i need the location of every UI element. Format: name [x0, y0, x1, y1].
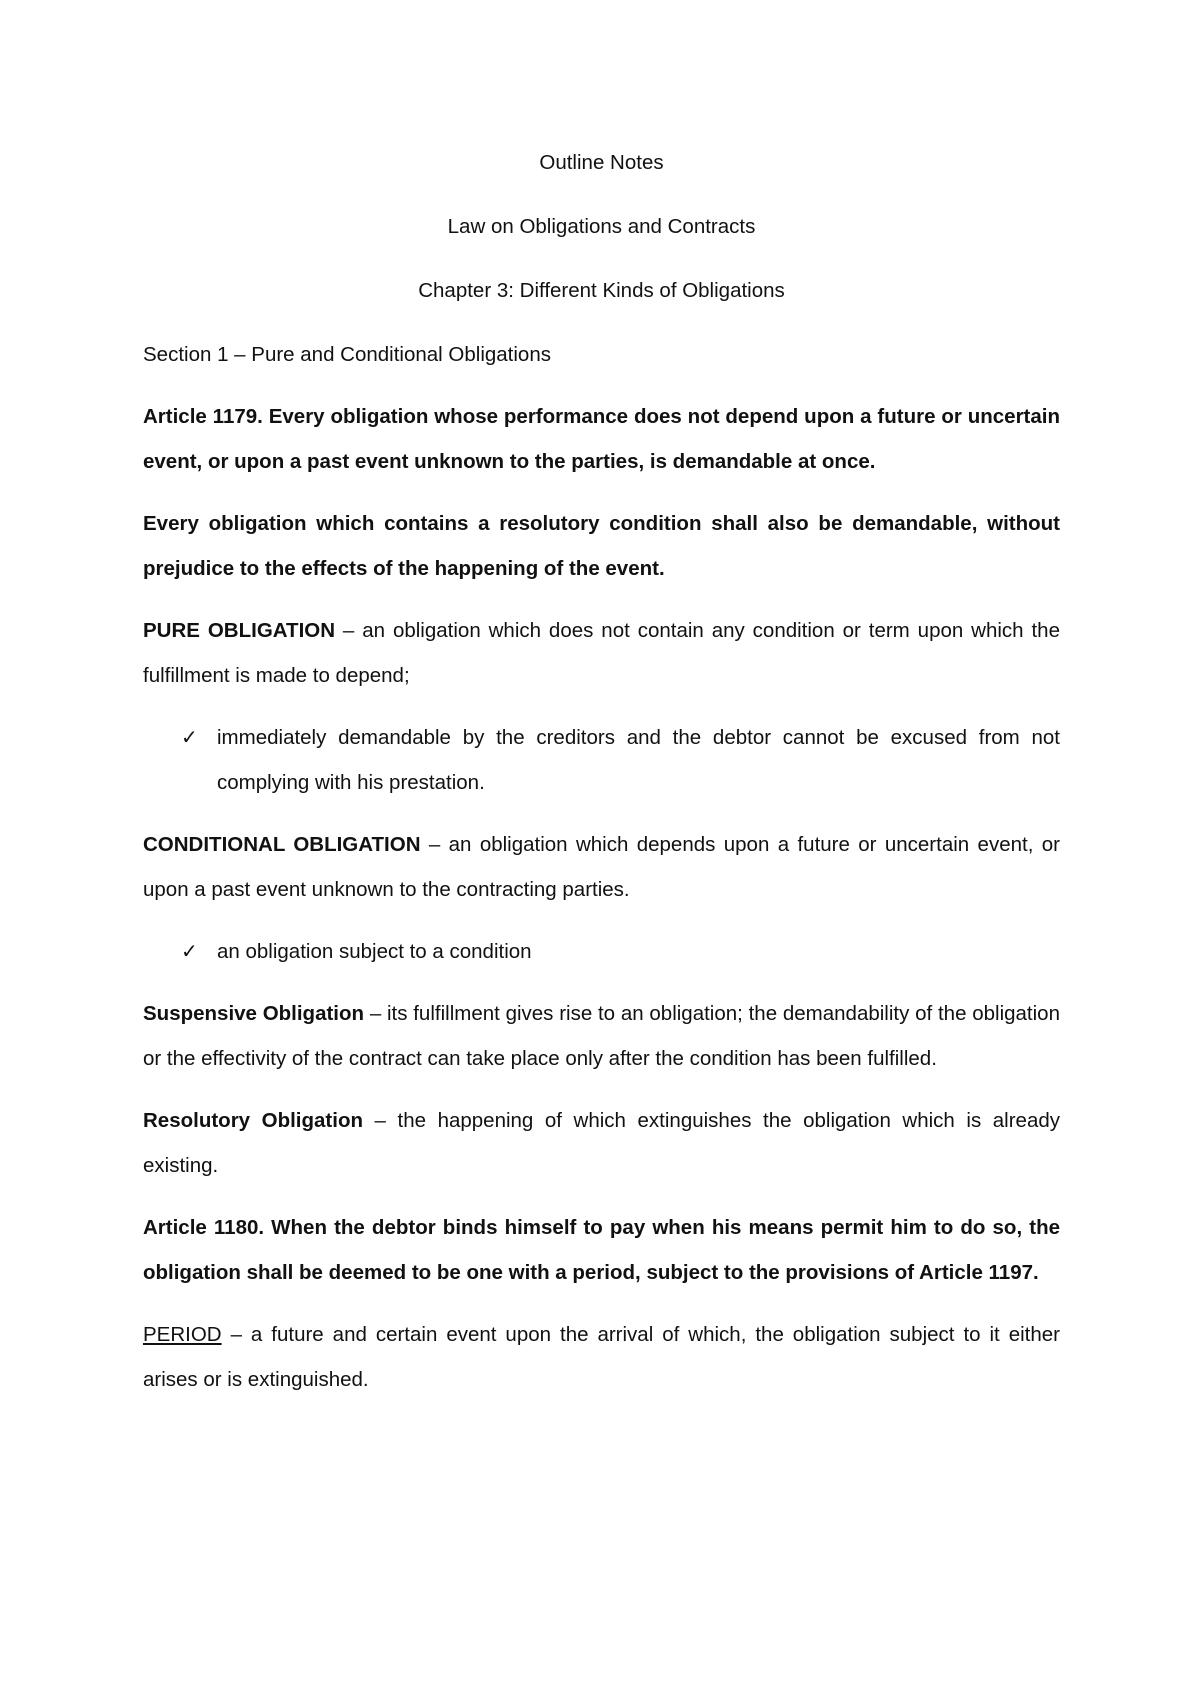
section-heading: Section 1 – Pure and Conditional Obligations [143, 343, 551, 366]
document-content [143, 140, 1060, 1419]
resolutory-obligation-term: Resolutory Obligation [143, 1109, 363, 1132]
resolutory-obligation-paragraph [143, 1098, 1060, 1188]
article-1179-paragraph-2: Every obligation which contains a resolutory condition shall also be demandable, without prejudice to the effects of the happening of the event. [143, 512, 1060, 580]
conditional-obligation-bullet-text: an obligation subject to a condition [217, 940, 532, 963]
suspensive-obligation-definition: – its fulfillment gives rise to an obligation; the demandability of the obligation or the effectivity of the contract can take place only after the condition has been fulfilled. [143, 1002, 1060, 1070]
conditional-obligation-bullet [143, 929, 1060, 974]
resolutory-obligation-definition: – the happening of which extinguishes the obligation which is already existing. [143, 1109, 1060, 1177]
pure-obligation-paragraph [143, 608, 1060, 698]
document-title: Outline Notes [539, 151, 664, 174]
period-paragraph [143, 1312, 1060, 1402]
check-mark-icon: ✓ [181, 725, 198, 749]
suspensive-obligation-paragraph [143, 991, 1060, 1081]
pure-obligation-bullet-text: immediately demandable by the creditors and the debtor cannot be excused from not complying with his prestation. [217, 726, 1060, 794]
pure-obligation-definition: – an obligation which does not contain any condition or term upon which the fulfillment is made to depend; [143, 619, 1060, 687]
conditional-obligation-paragraph [143, 822, 1060, 912]
conditional-obligation-definition: – an obligation which depends upon a future or uncertain event, or upon a past event unknown to the contracting parties. [143, 833, 1060, 901]
pure-obligation-term: PURE OBLIGATION [143, 619, 336, 642]
article-1179-paragraph-1: Article 1179. Every obligation whose performance does not depend upon a future or uncertain event, or upon a past event unknown to the parties, is demandable at once. [143, 405, 1060, 473]
period-term: PERIOD [143, 1323, 222, 1346]
suspensive-obligation-term: Suspensive Obligation [143, 1002, 365, 1025]
document-subtitle: Law on Obligations and Contracts [447, 215, 756, 238]
check-mark-icon: ✓ [181, 939, 198, 963]
conditional-obligation-term: CONDITIONAL OBLIGATION [143, 833, 421, 856]
pure-obligation-bullet [143, 715, 1060, 805]
period-definition: – a future and certain event upon the arrival of which, the obligation subject to it either arises or is extinguished. [143, 1323, 1060, 1391]
chapter-heading: Chapter 3: Different Kinds of Obligations [418, 279, 785, 302]
article-1180-paragraph: Article 1180. When the debtor binds himself to pay when his means permit him to do so, the obligation shall be deemed to be one with a period, subject to the provisions of Article 1197. [143, 1216, 1060, 1284]
